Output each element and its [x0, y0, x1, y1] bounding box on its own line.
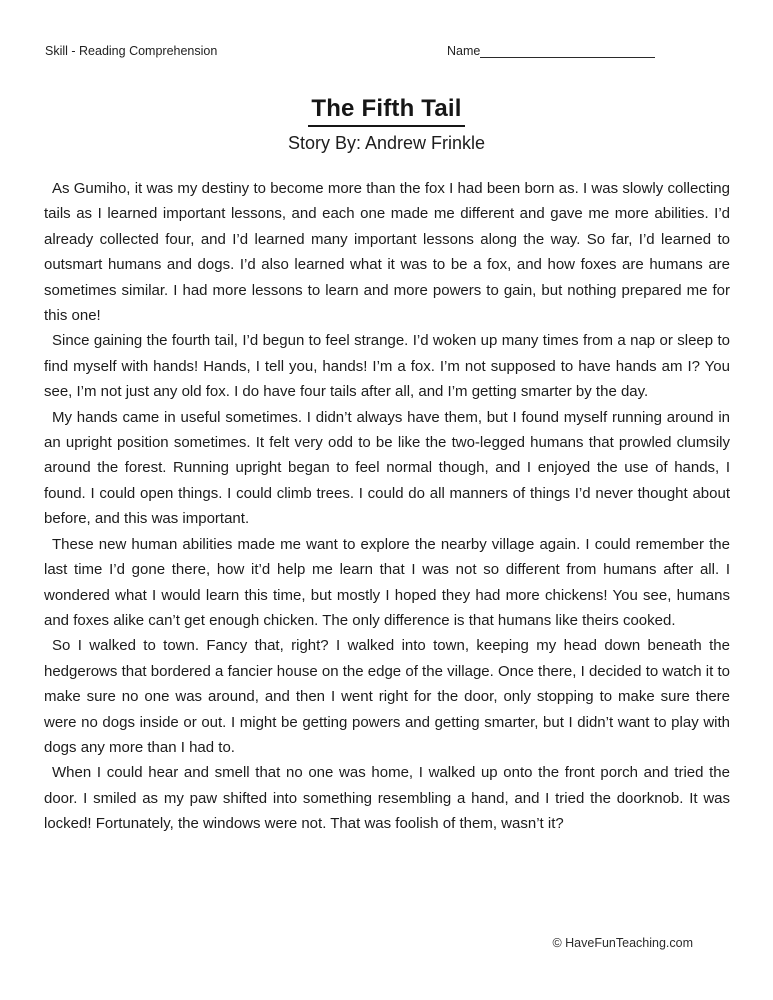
- copyright-footer: © HaveFunTeaching.com: [552, 936, 693, 950]
- story-paragraph: When I could hear and smell that no one was home, I walked up onto the front porch and tried the door. I smiled as my paw shifted into something resembling a hand, and I tried the doorknob. It was locked! Fortunately, the windows were not. That was foolish of them, wasn’t it?: [44, 764, 730, 833]
- story-paragraph: Since gaining the fourth tail, I’d begun to feel strange. I’d woken up many times from a nap or sleep to find myself with hands! Hands, I tell you, hands! I’m a fox. I’m not supposed to have hands am I? You see, I’m not just any old fox. I do have four tails after all, and I’m getting smarter by the day.: [44, 332, 730, 401]
- story-paragraph: As Gumiho, it was my destiny to become more than the fox I had been born as. I was slowly collecting tails as I learned important lessons, and each one made me different and gave me more abilities. I’d already collected four, and I’d learned many important lessons along the way. So far, I’d learned to outsmart humans and dogs. I’d also learned what it was to be a fox, and how foxes are humans are sometimes similar. I had more lessons to learn and more powers to gain, but nothing prepared me for this one!: [44, 180, 730, 325]
- story-paragraph: So I walked to town. Fancy that, right? I walked into town, keeping my head down beneath the hedgerows that bordered a fancier house on the edge of the village. Once there, I decided to watch it to make sure no one was around, and then I went right for the door, only stopping to make sure there were no dogs inside or out. I might be getting powers and getting smarter, but I didn’t want to play with dogs any more than I had to.: [44, 637, 730, 756]
- story-paragraph: My hands came in useful sometimes. I didn’t always have them, but I found myself running around in an upright position sometimes. It felt very odd to be like the two-legged humans that prowled clumsily around the forest. Running upright began to feel normal though, and I enjoyed the use of hands, I found. I could open things. I could climb trees. I could do all manners of things I’d never thought about before, and this was important.: [44, 408, 730, 528]
- byline: Story By: Andrew Frinkle: [287, 133, 486, 154]
- story-body: [44, 176, 730, 837]
- name-label: Name: [447, 44, 481, 58]
- page-header: [45, 42, 730, 62]
- story-paragraph: These new human abilities made me want to explore the nearby village again. I could remember the last time I’d gone there, how it’d help me learn that I was not so different from humans after all. I wondered what I would learn this time, but mostly I hoped they had more chickens! You see, humans and foxes alike can’t get enough chicken. The only difference is that humans like theirs cooked.: [44, 535, 730, 629]
- skill-label: Skill - Reading Comprehension: [45, 44, 218, 58]
- page-title: The Fifth Tail: [308, 96, 464, 127]
- title-block: [0, 96, 773, 154]
- name-blank-line: [480, 44, 655, 58]
- name-field: [447, 44, 655, 58]
